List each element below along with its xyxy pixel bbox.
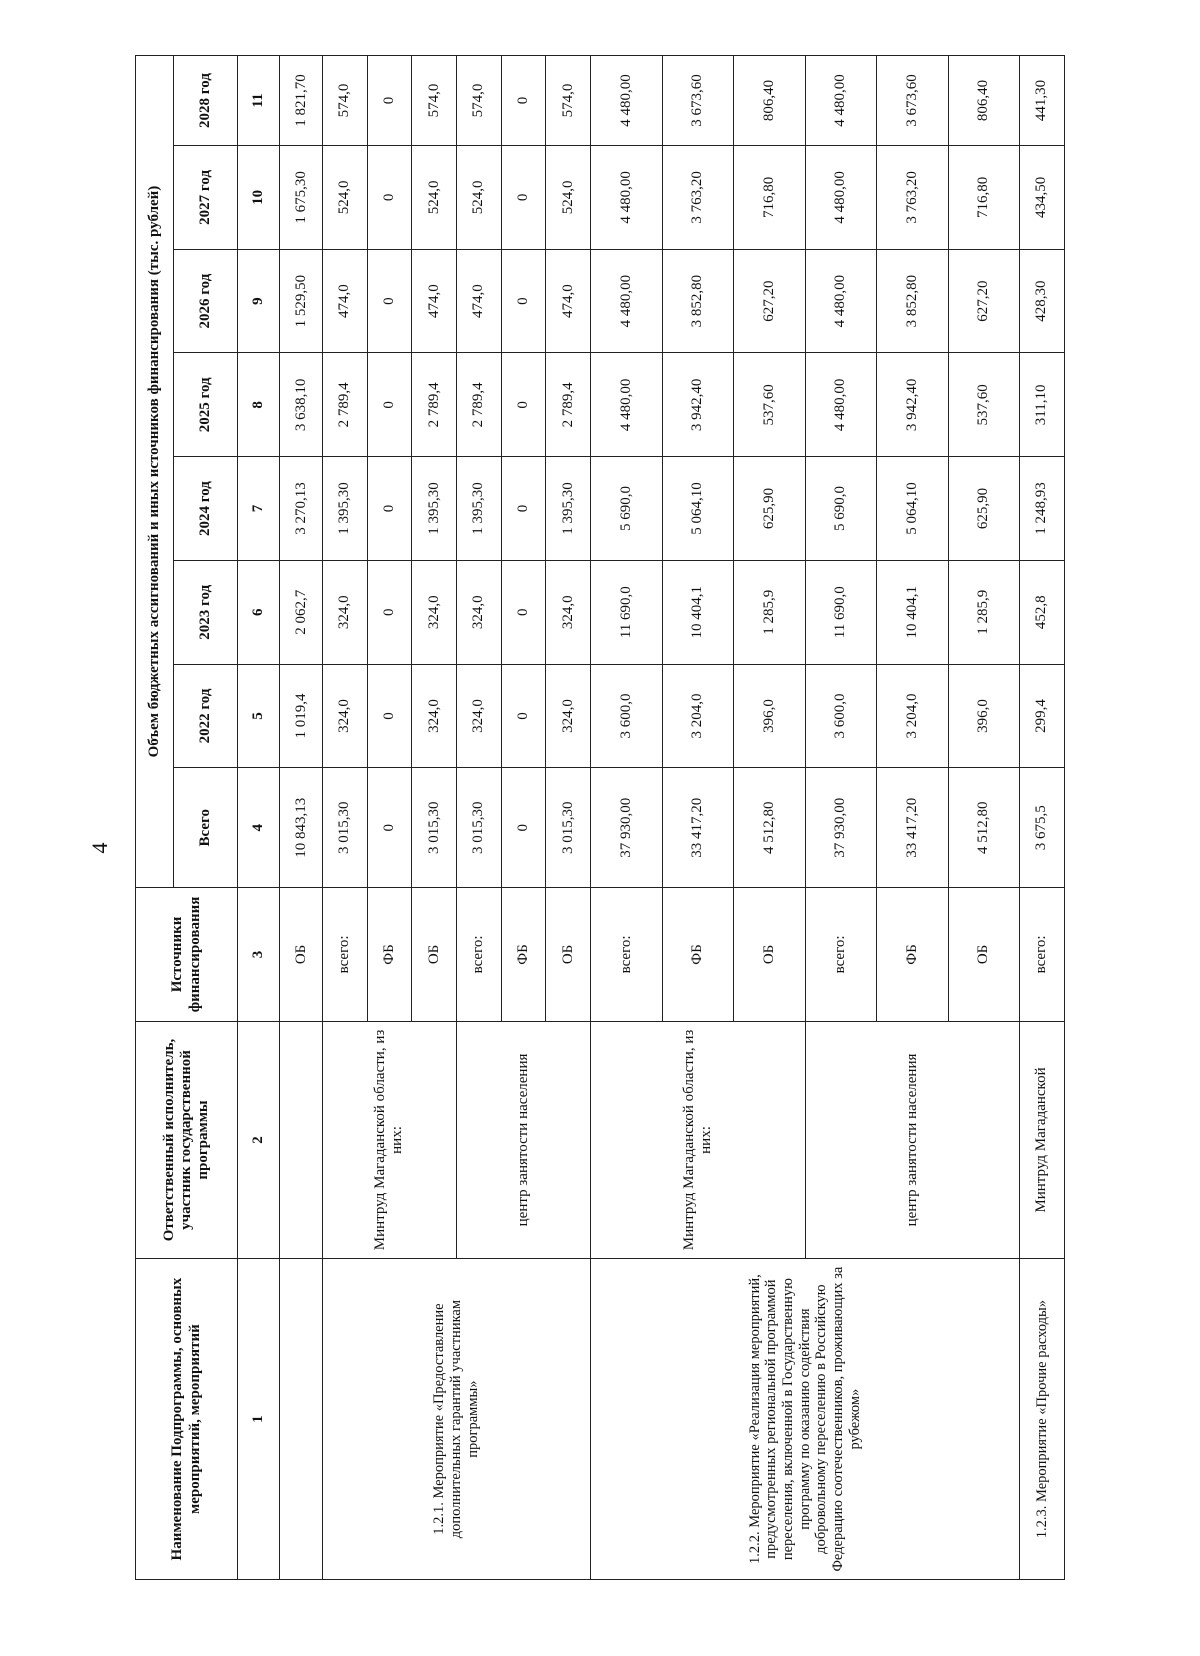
value-cell: 5 064,10 <box>877 457 949 561</box>
column-number: 7 <box>238 457 280 561</box>
value-cell: 5 064,10 <box>662 457 734 561</box>
value-cell: 434,50 <box>1020 146 1065 250</box>
value-cell: 324,0 <box>412 664 457 768</box>
value-cell: 537,60 <box>734 353 806 457</box>
value-cell: 3 852,80 <box>662 249 734 353</box>
value-cell: 324,0 <box>546 560 591 664</box>
value-cell: 524,0 <box>546 146 591 250</box>
header-year: 2024 год <box>174 457 238 561</box>
responsible-employment-center: центр занятости населения <box>456 1021 590 1258</box>
value-cell: 452,8 <box>1020 560 1065 664</box>
value-cell: 396,0 <box>734 664 806 768</box>
value-cell: 806,40 <box>734 56 806 146</box>
header-year: Всего <box>174 768 238 888</box>
source-cell: ОБ <box>412 888 457 1022</box>
value-cell: 2 789,4 <box>322 353 367 457</box>
value-cell: 0 <box>367 457 412 561</box>
value-cell: 3 763,20 <box>877 146 949 250</box>
value-cell: 396,0 <box>948 664 1020 768</box>
value-cell: 10 404,1 <box>662 560 734 664</box>
source-cell: всего: <box>322 888 367 1022</box>
value-cell: 324,0 <box>412 560 457 664</box>
value-cell: 0 <box>367 56 412 146</box>
source-cell: ФБ <box>367 888 412 1022</box>
value-cell: 4 512,80 <box>948 768 1020 888</box>
table-row <box>591 56 663 1580</box>
measure-1-2-1-name: 1.2.1. Мероприятие «Предоставление дополнительных гарантий участникам программы» <box>322 1259 590 1580</box>
value-cell: 474,0 <box>456 249 501 353</box>
column-number: 3 <box>238 888 280 1022</box>
responsible-employment-center: центр занятости населения <box>805 1021 1020 1258</box>
value-cell: 324,0 <box>456 664 501 768</box>
value-cell: 1 285,9 <box>948 560 1020 664</box>
value-cell: 324,0 <box>322 560 367 664</box>
header-year: 2022 год <box>174 664 238 768</box>
measure-1-2-2-name: 1.2.2. Мероприятие «Реализация мероприятий, предусмотренных региональной программой переселения, включенной в Государственную программу по оказанию содействия добровольному переселению в Российскую Федерацию соотечественников, проживающих за рубежом» <box>591 1259 1020 1580</box>
source-cell: всего: <box>1020 888 1065 1022</box>
value-cell: 1 395,30 <box>456 457 501 561</box>
value-cell: 3 204,0 <box>662 664 734 768</box>
value-cell: 3 600,0 <box>591 664 663 768</box>
value-cell: 3 015,30 <box>456 768 501 888</box>
value-cell: 4 512,80 <box>734 768 806 888</box>
value-cell: 3 270,13 <box>280 457 322 561</box>
value-cell: 2 789,4 <box>412 353 457 457</box>
value-cell: 574,0 <box>412 56 457 146</box>
value-cell: 3 204,0 <box>877 664 949 768</box>
value-cell: 4 480,00 <box>805 146 877 250</box>
value-cell: 524,0 <box>322 146 367 250</box>
value-cell: 0 <box>501 146 546 250</box>
value-cell: 11 690,0 <box>805 560 877 664</box>
value-cell: 1 395,30 <box>322 457 367 561</box>
value-cell: 2 789,4 <box>456 353 501 457</box>
value-cell: 627,20 <box>734 249 806 353</box>
value-cell: 2 789,4 <box>546 353 591 457</box>
value-cell: 1 395,30 <box>546 457 591 561</box>
value-cell: 0 <box>501 353 546 457</box>
value-cell: 11 690,0 <box>591 560 663 664</box>
column-number: 11 <box>238 56 280 146</box>
responsible-mintrud: Минтруд Магаданской области, из них: <box>591 1021 806 1258</box>
value-cell: 0 <box>501 664 546 768</box>
value-cell: 3 763,20 <box>662 146 734 250</box>
column-number: 1 <box>238 1259 280 1580</box>
value-cell: 524,0 <box>456 146 501 250</box>
responsible-mintrud: Минтруд Магаданской <box>1020 1021 1065 1258</box>
header-funding: Объем бюджетных ассигнований и иных источников финансирования (тыс. рублей) <box>136 56 174 888</box>
source-cell: ФБ <box>501 888 546 1022</box>
value-cell: 0 <box>367 768 412 888</box>
value-cell: 2 062,7 <box>280 560 322 664</box>
column-number: 5 <box>238 664 280 768</box>
value-cell: 0 <box>367 249 412 353</box>
value-cell: 537,60 <box>948 353 1020 457</box>
value-cell: 0 <box>367 664 412 768</box>
value-cell: 3 600,0 <box>805 664 877 768</box>
column-number: 8 <box>238 353 280 457</box>
value-cell: 3 852,80 <box>877 249 949 353</box>
value-cell: 4 480,00 <box>805 56 877 146</box>
value-cell: 0 <box>501 249 546 353</box>
header-year: 2026 год <box>174 249 238 353</box>
source-cell: ОБ <box>734 888 806 1022</box>
value-cell: 3 638,10 <box>280 353 322 457</box>
value-cell: 574,0 <box>322 56 367 146</box>
value-cell: 1 395,30 <box>412 457 457 561</box>
value-cell: 0 <box>501 457 546 561</box>
value-cell: 1 529,50 <box>280 249 322 353</box>
header-year: 2025 год <box>174 353 238 457</box>
value-cell: 3 015,30 <box>546 768 591 888</box>
value-cell: 4 480,00 <box>591 56 663 146</box>
source-cell: всего: <box>591 888 663 1022</box>
value-cell: 37 930,00 <box>591 768 663 888</box>
value-cell: 311,10 <box>1020 353 1065 457</box>
value-cell: 33 417,20 <box>877 768 949 888</box>
value-cell: 1 821,70 <box>280 56 322 146</box>
value-cell: 0 <box>501 768 546 888</box>
value-cell: 1 285,9 <box>734 560 806 664</box>
value-cell: 10 404,1 <box>877 560 949 664</box>
value-cell: 5 690,0 <box>591 457 663 561</box>
value-cell: 1 675,30 <box>280 146 322 250</box>
value-cell: 716,80 <box>734 146 806 250</box>
value-cell: 3 673,60 <box>877 56 949 146</box>
value-cell: 10 843,13 <box>280 768 322 888</box>
header-year: 2027 год <box>174 146 238 250</box>
header-year: 2023 год <box>174 560 238 664</box>
value-cell: 574,0 <box>546 56 591 146</box>
value-cell: 4 480,00 <box>591 353 663 457</box>
value-cell: 299,4 <box>1020 664 1065 768</box>
header-name: Наименование Подпрограммы, основных мероприятий, мероприятий <box>136 1259 238 1580</box>
value-cell: 625,90 <box>734 457 806 561</box>
value-cell: 474,0 <box>322 249 367 353</box>
value-cell: 441,30 <box>1020 56 1065 146</box>
value-cell: 1 019,4 <box>280 664 322 768</box>
value-cell: 324,0 <box>322 664 367 768</box>
value-cell: 37 930,00 <box>805 768 877 888</box>
column-number: 2 <box>238 1021 280 1258</box>
table-row <box>280 56 322 1580</box>
responsible-cell <box>280 1021 322 1258</box>
header-source: Источники финансирования <box>136 888 238 1022</box>
table-row <box>322 56 367 1580</box>
source-cell: ОБ <box>280 888 322 1022</box>
value-cell: 3 015,30 <box>412 768 457 888</box>
value-cell: 625,90 <box>948 457 1020 561</box>
value-cell: 0 <box>367 353 412 457</box>
value-cell: 474,0 <box>412 249 457 353</box>
responsible-mintrud: Минтруд Магаданской области, из них: <box>322 1021 456 1258</box>
value-cell: 4 480,00 <box>591 146 663 250</box>
measure-1-2-3-name: 1.2.3. Мероприятие «Прочие расходы» <box>1020 1259 1065 1580</box>
value-cell: 324,0 <box>456 560 501 664</box>
column-number: 9 <box>238 249 280 353</box>
value-cell: 524,0 <box>412 146 457 250</box>
column-number: 6 <box>238 560 280 664</box>
value-cell: 574,0 <box>456 56 501 146</box>
column-number: 10 <box>238 146 280 250</box>
source-cell: ФБ <box>662 888 734 1022</box>
value-cell: 806,40 <box>948 56 1020 146</box>
column-number: 4 <box>238 768 280 888</box>
value-cell: 3 675,5 <box>1020 768 1065 888</box>
column-numbers-row <box>238 56 280 1580</box>
value-cell: 4 480,00 <box>805 353 877 457</box>
funding-table <box>135 55 1065 1580</box>
value-cell: 1 248,93 <box>1020 457 1065 561</box>
value-cell: 3 942,40 <box>662 353 734 457</box>
value-cell: 4 480,00 <box>591 249 663 353</box>
value-cell: 0 <box>367 146 412 250</box>
value-cell: 627,20 <box>948 249 1020 353</box>
header-responsible: Ответственный исполнитель, участник государственной программы <box>136 1021 238 1258</box>
value-cell: 3 673,60 <box>662 56 734 146</box>
value-cell: 33 417,20 <box>662 768 734 888</box>
value-cell: 0 <box>367 560 412 664</box>
value-cell: 0 <box>501 560 546 664</box>
value-cell: 324,0 <box>546 664 591 768</box>
value-cell: 3 015,30 <box>322 768 367 888</box>
value-cell: 3 942,40 <box>877 353 949 457</box>
header-year: 2028 год <box>174 56 238 146</box>
page-number: 4 <box>87 842 112 854</box>
value-cell: 0 <box>501 56 546 146</box>
source-cell: всего: <box>805 888 877 1022</box>
source-cell: ОБ <box>546 888 591 1022</box>
value-cell: 474,0 <box>546 249 591 353</box>
value-cell: 5 690,0 <box>805 457 877 561</box>
value-cell: 716,80 <box>948 146 1020 250</box>
value-cell: 4 480,00 <box>805 249 877 353</box>
rotated-table-container <box>135 55 1065 1580</box>
value-cell: 428,30 <box>1020 249 1065 353</box>
source-cell: всего: <box>456 888 501 1022</box>
name-cell <box>280 1259 322 1580</box>
source-cell: ОБ <box>948 888 1020 1022</box>
table-row <box>1020 56 1065 1580</box>
source-cell: ФБ <box>877 888 949 1022</box>
